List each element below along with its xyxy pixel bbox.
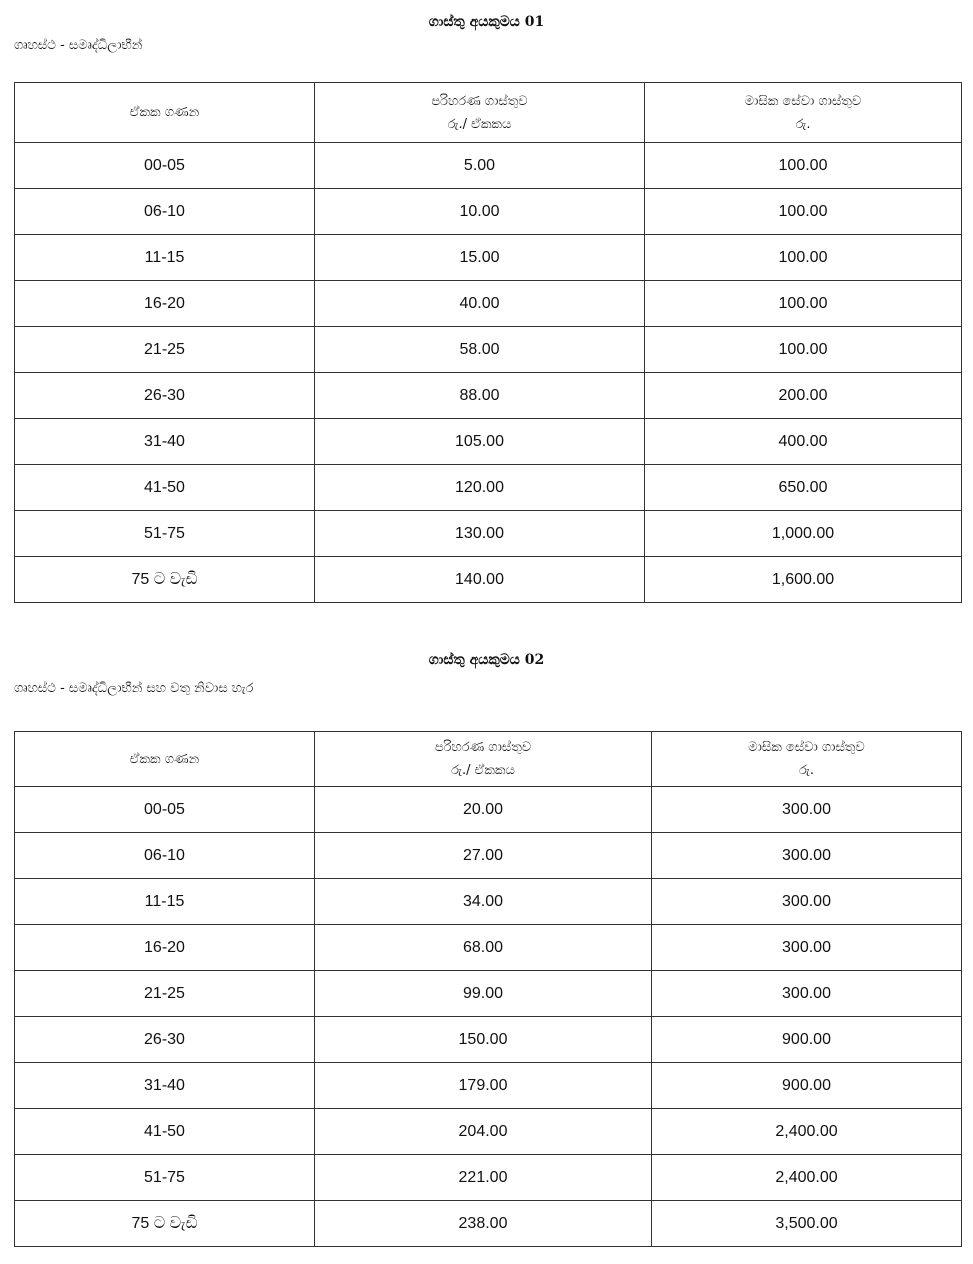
tariff-subtitle-02: ගෘහස්ථ - සමෘද්ධිලාභීන් සහ වතු නිවාස හැර: [14, 681, 254, 696]
column-header-label: ඒකක ගණන: [129, 105, 200, 120]
usage-charge-cell: 58.00: [315, 327, 645, 373]
usage-charge-cell: 68.00: [315, 925, 652, 971]
unit-range-cell: 00-05: [15, 787, 315, 833]
unit-range-cell: 31-40: [15, 1063, 315, 1109]
unit-range-cell: 26-30: [15, 1017, 315, 1063]
table-row: [15, 373, 962, 419]
usage-charge-cell: 221.00: [315, 1155, 652, 1201]
header-row: [15, 732, 962, 787]
service-charge-cell: 100.00: [645, 235, 962, 281]
table-row: [15, 1017, 962, 1063]
table-row: [15, 419, 962, 465]
service-charge-cell: 2,400.00: [652, 1155, 962, 1201]
tariff-table-02: [14, 731, 962, 1247]
usage-charge-cell: 130.00: [315, 511, 645, 557]
table-row: [15, 787, 962, 833]
usage-charge-cell: 88.00: [315, 373, 645, 419]
unit-range-cell: 21-25: [15, 327, 315, 373]
usage-charge-cell: 5.00: [315, 143, 645, 189]
unit-range-cell: 75 ට වැඩි: [15, 1201, 315, 1247]
column-header: [15, 732, 315, 787]
table-row: [15, 833, 962, 879]
service-charge-cell: 1,600.00: [645, 557, 962, 603]
column-header-label: මාසික සේවා ගාස්තුව: [744, 93, 862, 109]
unit-range-cell: 16-20: [15, 925, 315, 971]
service-charge-cell: 2,400.00: [652, 1109, 962, 1155]
table-row: [15, 1063, 962, 1109]
header-row: [15, 83, 962, 143]
unit-range-cell: 51-75: [15, 1155, 315, 1201]
tariff-subtitle-01: ගෘහස්ථ - සමෘද්ධිලාභීන්: [14, 38, 143, 53]
unit-range-cell: 31-40: [15, 419, 315, 465]
service-charge-cell: 300.00: [652, 879, 962, 925]
column-header-unit: රු./ ඒකකය: [451, 763, 515, 778]
unit-range-cell: 06-10: [15, 189, 315, 235]
service-charge-cell: 100.00: [645, 281, 962, 327]
service-charge-cell: 300.00: [652, 787, 962, 833]
usage-charge-cell: 15.00: [315, 235, 645, 281]
service-charge-cell: 100.00: [645, 327, 962, 373]
service-charge-cell: 100.00: [645, 189, 962, 235]
service-charge-cell: 900.00: [652, 1017, 962, 1063]
table-row: [15, 235, 962, 281]
usage-charge-cell: 27.00: [315, 833, 652, 879]
table-row: [15, 1109, 962, 1155]
table-row: [15, 143, 962, 189]
table-row: [15, 327, 962, 373]
table-row: [15, 879, 962, 925]
unit-range-cell: 75 ට වැඩි: [15, 557, 315, 603]
table-row: [15, 465, 962, 511]
usage-charge-cell: 120.00: [315, 465, 645, 511]
tariff-table-01: [14, 82, 962, 603]
service-charge-cell: 300.00: [652, 971, 962, 1017]
usage-charge-cell: 99.00: [315, 971, 652, 1017]
column-header: [645, 83, 962, 143]
unit-range-cell: 51-75: [15, 511, 315, 557]
service-charge-cell: 400.00: [645, 419, 962, 465]
column-header: [315, 732, 652, 787]
table-row: [15, 925, 962, 971]
unit-range-cell: 16-20: [15, 281, 315, 327]
column-header-label: පරිහරණ ගාස්තුව: [434, 740, 532, 755]
column-header-label: ඒකක ගණන: [129, 751, 200, 767]
column-header-unit: රු./ ඒකකය: [447, 116, 512, 132]
table-row: [15, 1201, 962, 1247]
usage-charge-cell: 10.00: [315, 189, 645, 235]
unit-range-cell: 21-25: [15, 971, 315, 1017]
table-row: [15, 511, 962, 557]
unit-range-cell: 06-10: [15, 833, 315, 879]
column-header-label: පරිහරණ ගාස්තුව: [431, 93, 528, 109]
unit-range-cell: 26-30: [15, 373, 315, 419]
service-charge-cell: 900.00: [652, 1063, 962, 1109]
usage-charge-cell: 238.00: [315, 1201, 652, 1247]
column-header: [315, 83, 645, 143]
service-charge-cell: 100.00: [645, 143, 962, 189]
table-row: [15, 1155, 962, 1201]
column-header-unit: රු.: [798, 763, 814, 778]
table-row: [15, 557, 962, 603]
usage-charge-cell: 40.00: [315, 281, 645, 327]
service-charge-cell: 1,000.00: [645, 511, 962, 557]
unit-range-cell: 41-50: [15, 1109, 315, 1155]
unit-range-cell: 41-50: [15, 465, 315, 511]
service-charge-cell: 3,500.00: [652, 1201, 962, 1247]
tariff-title-02: ගාස්තු අයකුමය 02: [428, 652, 545, 668]
column-header: [15, 83, 315, 143]
column-header: [652, 732, 962, 787]
service-charge-cell: 300.00: [652, 925, 962, 971]
service-charge-cell: 200.00: [645, 373, 962, 419]
usage-charge-cell: 105.00: [315, 419, 645, 465]
table-row: [15, 971, 962, 1017]
usage-charge-cell: 140.00: [315, 557, 645, 603]
usage-charge-cell: 150.00: [315, 1017, 652, 1063]
service-charge-cell: 650.00: [645, 465, 962, 511]
usage-charge-cell: 179.00: [315, 1063, 652, 1109]
table-row: [15, 189, 962, 235]
usage-charge-cell: 34.00: [315, 879, 652, 925]
column-header-unit: රු.: [795, 116, 811, 132]
unit-range-cell: 00-05: [15, 143, 315, 189]
usage-charge-cell: 20.00: [315, 787, 652, 833]
table-row: [15, 281, 962, 327]
usage-charge-cell: 204.00: [315, 1109, 652, 1155]
service-charge-cell: 300.00: [652, 833, 962, 879]
unit-range-cell: 11-15: [15, 879, 315, 925]
column-header-label: මාසික සේවා ගාස්තුව: [748, 740, 865, 755]
unit-range-cell: 11-15: [15, 235, 315, 281]
tariff-title-01: ගාස්තු අයකුමය 01: [428, 14, 545, 30]
